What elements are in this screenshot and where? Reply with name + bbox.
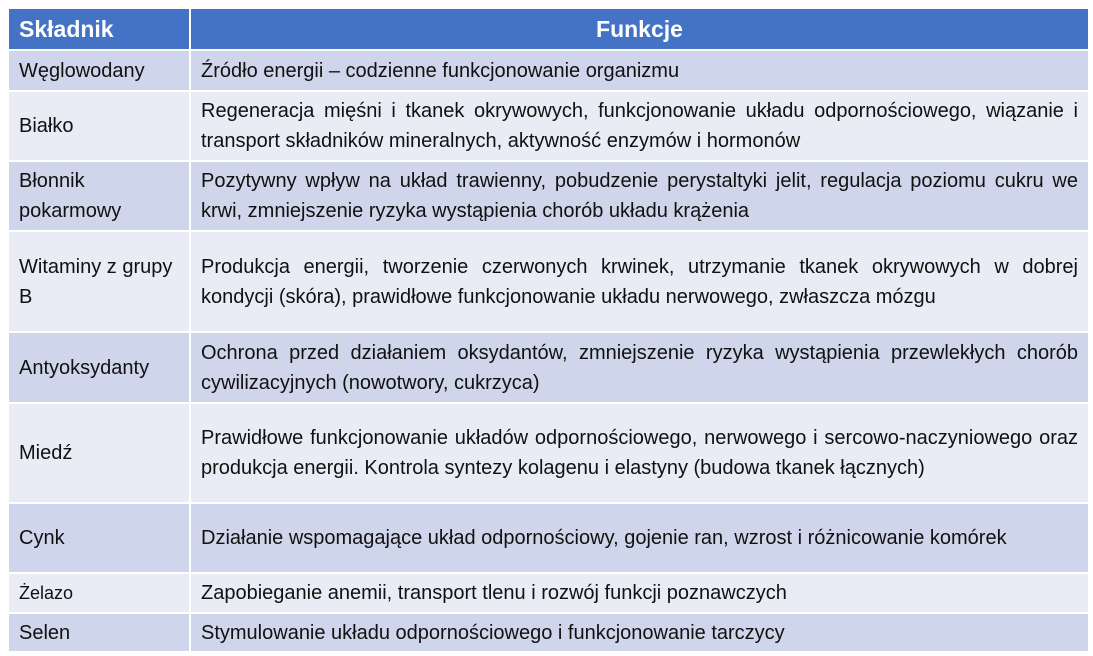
ingredient-cell: Węglowodany <box>8 50 190 91</box>
table-row <box>8 332 1089 403</box>
function-cell: Stymulowanie układu odpornościowego i funkcjonowanie tarczycy <box>190 613 1089 652</box>
table-row <box>8 403 1089 503</box>
ingredient-cell: Witaminy z grupy B <box>8 231 190 332</box>
function-cell: Źródło energii – codzienne funkcjonowanie organizmu <box>190 50 1089 91</box>
ingredient-cell: Selen <box>8 613 190 652</box>
table-header-row <box>8 8 1089 50</box>
column-header-ingredient: Składnik <box>8 8 190 50</box>
ingredient-cell: Żelazo <box>8 573 190 613</box>
ingredient-cell: Białko <box>8 91 190 161</box>
function-cell: Działanie wspomagające układ odpornościowy, gojenie ran, wzrost i różnicowanie komórek <box>190 503 1089 573</box>
table-row <box>8 91 1089 161</box>
function-cell: Zapobieganie anemii, transport tlenu i rozwój funkcji poznawczych <box>190 573 1089 613</box>
table-row <box>8 613 1089 652</box>
function-cell: Pozytywny wpływ na układ trawienny, pobudzenie perystaltyki jelit, regulacja poziomu cukru we krwi, zmniejszenie ryzyka wystąpienia chorób układu krążenia <box>190 161 1089 231</box>
nutrient-table-container <box>7 7 1088 653</box>
ingredient-cell: Antyoksydanty <box>8 332 190 403</box>
nutrient-table <box>7 7 1090 653</box>
table-row <box>8 50 1089 91</box>
function-cell: Ochrona przed działaniem oksydantów, zmniejszenie ryzyka wystąpienia przewlekłych chorób cywilizacyjnych (nowotwory, cukrzyca) <box>190 332 1089 403</box>
ingredient-cell: Cynk <box>8 503 190 573</box>
column-header-functions: Funkcje <box>190 8 1089 50</box>
function-cell: Regeneracja mięśni i tkanek okrywowych, funkcjonowanie układu odpornościowego, wiązanie i transport składników mineralnych, aktywność enzymów i hormonów <box>190 91 1089 161</box>
table-row <box>8 573 1089 613</box>
table-row <box>8 503 1089 573</box>
function-cell: Prawidłowe funkcjonowanie układów odpornościowego, nerwowego i sercowo-naczyniowego oraz produkcja energii. Kontrola syntezy kolagenu i elastyny (budowa tkanek łącznych) <box>190 403 1089 503</box>
table-row <box>8 231 1089 332</box>
function-cell: Produkcja energii, tworzenie czerwonych krwinek, utrzymanie tkanek okrywowych w dobrej kondycji (skóra), prawidłowe funkcjonowanie układu nerwowego, zwłaszcza mózgu <box>190 231 1089 332</box>
table-row <box>8 161 1089 231</box>
ingredient-cell: Błonnik pokarmowy <box>8 161 190 231</box>
ingredient-cell: Miedź <box>8 403 190 503</box>
